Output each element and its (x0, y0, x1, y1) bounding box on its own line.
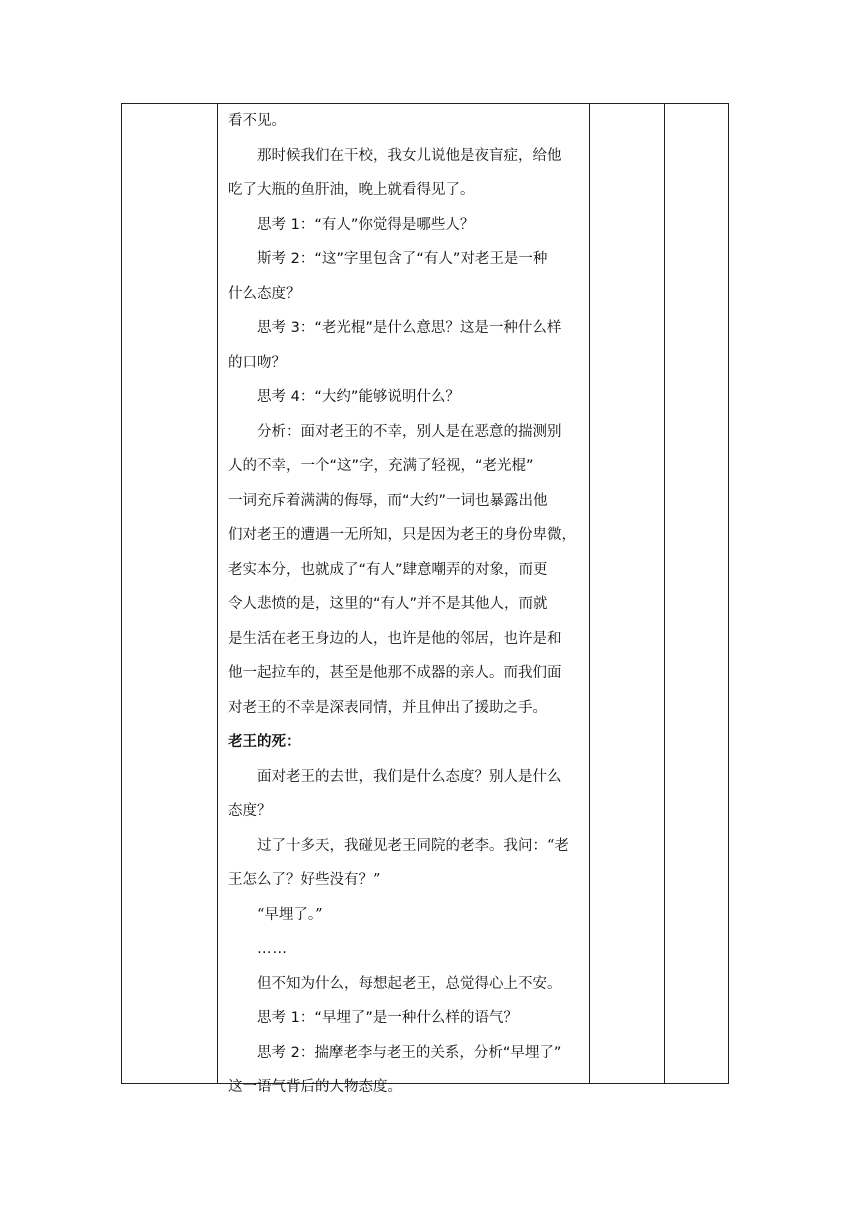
text-line: 斯考 2：“这”字里包含了“有人”对老王是一种 (257, 251, 548, 267)
text-line: 们对老王的遭遇一无所知，只是因为老王的身份卑微， (228, 527, 576, 543)
text-line: 但不知为什么，每想起老王，总觉得心上不安。 (257, 975, 562, 992)
column-divider (664, 104, 665, 1083)
text-line: 思考 1：“有人”你觉得是哪些人？ (257, 216, 475, 233)
text-line: 看不见。 (228, 113, 286, 129)
text-line: …… (257, 941, 288, 957)
text-line: 老王的死： (228, 734, 301, 750)
text-line: 那时候我们在干校，我女儿说他是夜盲症，给他 (257, 147, 562, 164)
text-line: 的口吻？ (228, 354, 286, 371)
text-line: 这一语气背后的人物态度。 (228, 1079, 402, 1095)
text-line: 对老王的不幸是深表同情，并且伸出了援助之手。 (228, 699, 547, 716)
text-line: 思考 4：“大约”能够说明什么？ (257, 389, 460, 405)
text-line: 思考 3：“老光棍”是什么意思？这是一种什么样 (257, 320, 562, 336)
text-line: 面对老王的去世，我们是什么态度？别人是什么 (257, 768, 562, 785)
text-line: 一词充斥着满满的侮辱，而“大约”一词也暴露出他 (228, 492, 548, 509)
lesson-table (121, 103, 729, 1095)
text-line: 他一起拉车的，甚至是他那不成器的亲人。而我们面 (228, 665, 562, 681)
text-line: 王怎么了？好些没有？” (228, 872, 381, 888)
text-line: “早埋了。” (257, 906, 323, 923)
text-line: 吃了大瓶的鱼肝油，晚上就看得见了。 (228, 182, 475, 198)
text-line: 分析：面对老王的不幸，别人是在恶意的揣测别 (257, 423, 562, 440)
text-line: 老实本分，也就成了“有人”肆意嘲弄的对象，而更 (228, 561, 548, 578)
text-line: 思考 1：“早埋了”是一种什么样的语气？ (257, 1010, 518, 1026)
text-line: 态度？ (228, 803, 272, 819)
text-line: 过了十多天，我碰见老王同院的老李。我问：“老 (257, 837, 569, 854)
text-line: 什么态度？ (228, 285, 301, 302)
text-line: 令人悲愤的是，这里的“有人”并不是其他人，而就 (228, 596, 548, 612)
text-line: 思考 2：揣摩老李与老王的关系，分析“早埋了” (257, 1044, 562, 1061)
text-line: 人的不幸，一个“这”字，充满了轻视，“老光棍” (228, 458, 534, 474)
column-divider (217, 104, 218, 1083)
text-line: 是生活在老王身边的人，也许是他的邻居，也许是和 (228, 630, 562, 647)
lesson-content-cell (228, 104, 590, 1105)
